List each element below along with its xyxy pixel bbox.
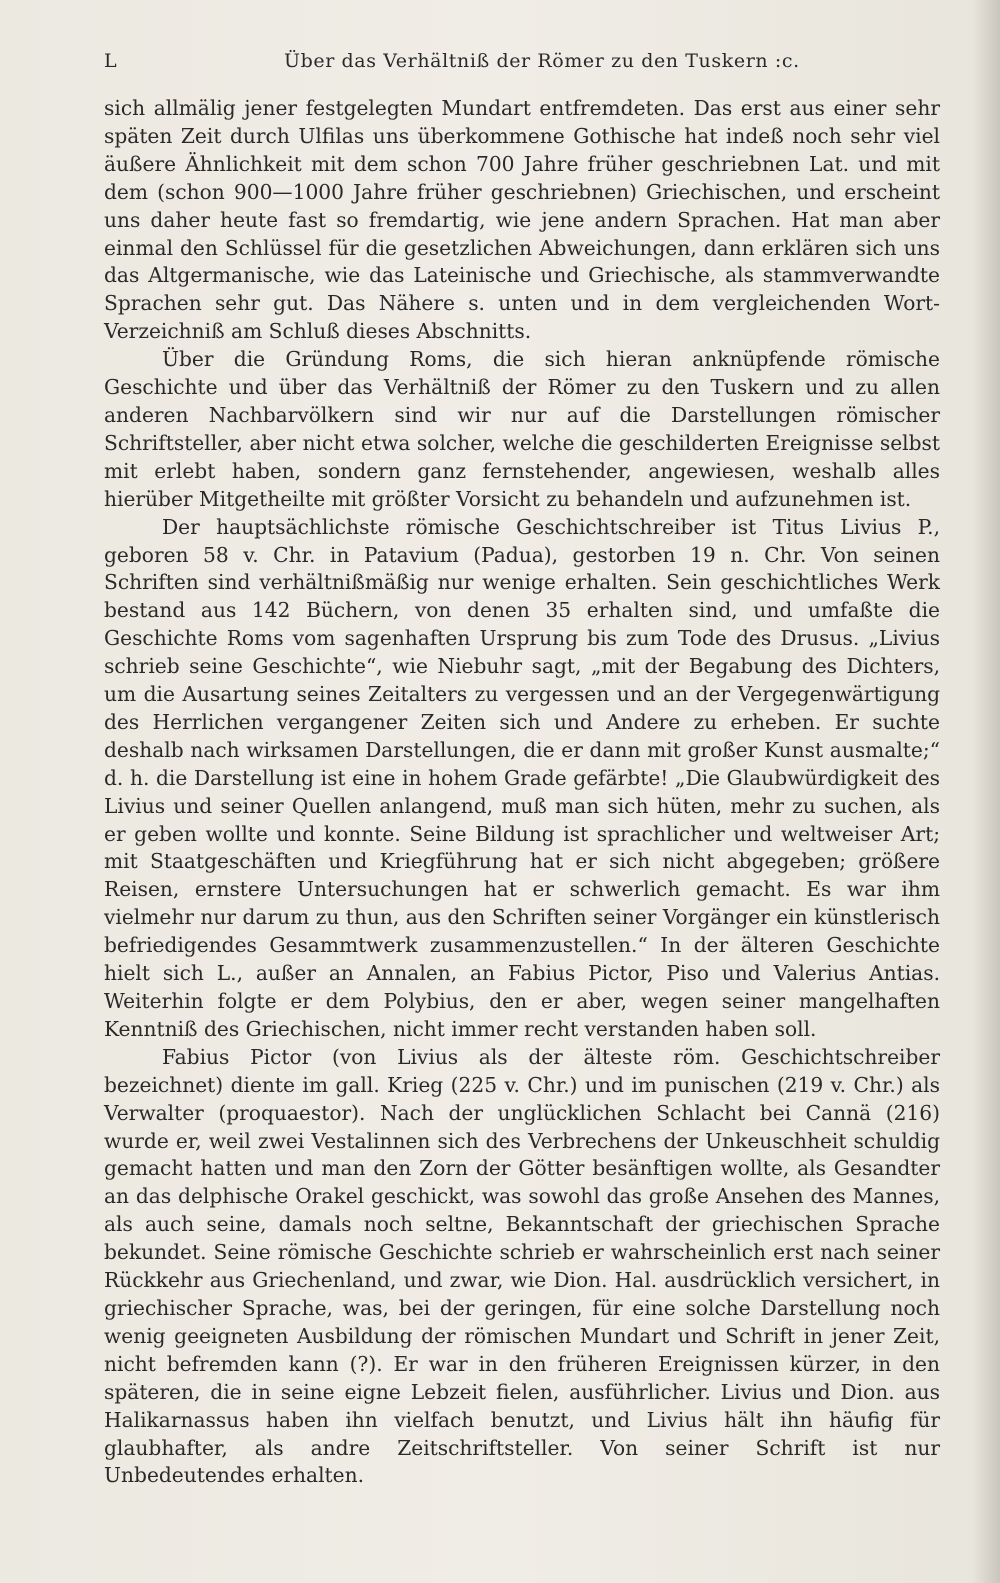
paragraph-titus-livius: Der hauptsächlichste römische Geschichtschreiber ist Titus Livius P., geboren 58 v. Chr. in Patavium (Padua), gestorben 19 n. Chr. Von seinen Schriften sind verhältnißmäßig nur wenige erhalten. Sein geschichtliches Werk bestand aus 142 Büchern, von denen 35 erhalten sind, und umfaßte die Geschichte Roms vom sagenhaften Ursprung bis zum Tode des Drusus. „Livius schrieb seine Geschichte“, wie Niebuhr sagt, „mit der Begabung des Dichters, um die Ausartung seines Zeitalters zu vergessen und an der Vergegenwärtigung des Herrlichen vergangener Zeiten sich und Andere zu erheben. Er suchte deshalb nach wirksamen Darstellungen, die er dann mit großer Kunst ausmalte;“ d. h. die Darstellung ist eine in hohem Grade gefärbte! „Die Glaubwürdigkeit des Livius und seiner Quellen anlangend, muß man sich hüten, mehr zu suchen, als er geben wollte und konnte. Seine Bildung ist sprachlicher und weltweiser Art; mit Staatgeschäften und Kriegführung hat er sich nicht abgegeben; größere Reisen, ernstere Untersuchungen hat er schwerlich gemacht. Es war ihm vielmehr nur darum zu thun, aus den Schriften seiner Vorgänger ein künstlerisch befriedigendes Gesammtwerk zusammenzustellen.“ In der älteren Geschichte hielt sich L., außer an Annalen, an Fabius Pictor, Piso und Valerius Antias. Weiterhin folgte er dem Polybius, den er aber, wegen seiner mangelhaften Kenntniß des Griechischen, nicht immer recht verstanden haben soll. — [104, 514, 940, 1041]
paragraph-continuation: sich allmälig jener festgelegten Mundart entfremdeten. Das erst aus einer sehr späten Zeit durch Ulfilas uns überkommene Gothische hat indeß noch sehr viel äußere Ähnlichkeit mit dem schon 700 Jahre früher geschriebnen Lat. und mit dem (schon 900—1000 Jahre früher geschriebnen) Griechischen, und erscheint uns daher heute fast so fremdartig, wie jene andern Sprachen. Hat man aber einmal den Schlüssel für die gesetzlichen Abweichungen, dann erklären sich uns das Altgermanische, wie das Lateinische und Griechische, als stammverwandte Sprachen sehr gut. Das Nähere s. unten und in dem vergleichenden Wort-Verzeichniß am Schluß dieses Abschnitts. — [104, 96, 940, 344]
running-head — [104, 50, 938, 78]
page-number: L — [104, 50, 118, 72]
paragraph-founding-of-rome: Über die Gründung Roms, die sich hieran anknüpfende römische Geschichte und über das Verhältniß der Römer zu den Tuskern und zu allen anderen Nachbarvölkern sind wir nur auf die Darstellungen römischer Schriftsteller, aber nicht etwa solcher, welche die geschilderten Ereignisse selbst mit erlebt haben, sondern ganz fernstehender, angewiesen, weshalb alles hierüber Mitgetheilte mit größter Vorsicht zu behandeln und aufzunehmen ist. — [104, 347, 940, 511]
running-title: Über das Verhältniß der Römer zu den Tuskern :c. — [284, 50, 800, 72]
text-body — [104, 95, 940, 1490]
paragraph-fabius-pictor: Fabius Pictor (von Livius als der älteste röm. Geschichtschreiber bezeichnet) diente im gall. Krieg (225 v. Chr.) und im punischen (219 v. Chr.) als Verwalter (proquaestor). Nach der unglücklichen Schlacht bei Cannä (216) wurde er, weil zwei Vestalinnen sich des Verbrechens der Unkeuschheit schuldig gemacht hatten und man den Zorn der Götter besänftigen wollte, als Gesandter an das delphische Orakel geschickt, was sowohl das große Ansehen des Mannes, als auch seine, damals noch seltne, Bekanntschaft der griechischen Sprache bekundet. Seine römische Geschichte schrieb er wahrscheinlich erst nach seiner Rückkehr aus Griechenland, und zwar, wie Dion. Hal. ausdrücklich versichert, in griechischer Sprache, was, bei der geringen, für eine solche Darstellung noch wenig geeigneten Ausbildung der römischen Mundart und Schrift in jener Zeit, nicht befremden kann (?). Er war in den früheren Ereignissen kürzer, in den späteren, die in seine eigne Lebzeit fielen, ausführlicher. Livius und Dion. aus Halikarnassus haben ihn vielfach benutzt, und Livius hält ihn häufig für glaubhafter, als andre Zeitschriftsteller. Von seiner Schrift ist nur Unbedeutendes erhalten. — [104, 1044, 940, 1488]
